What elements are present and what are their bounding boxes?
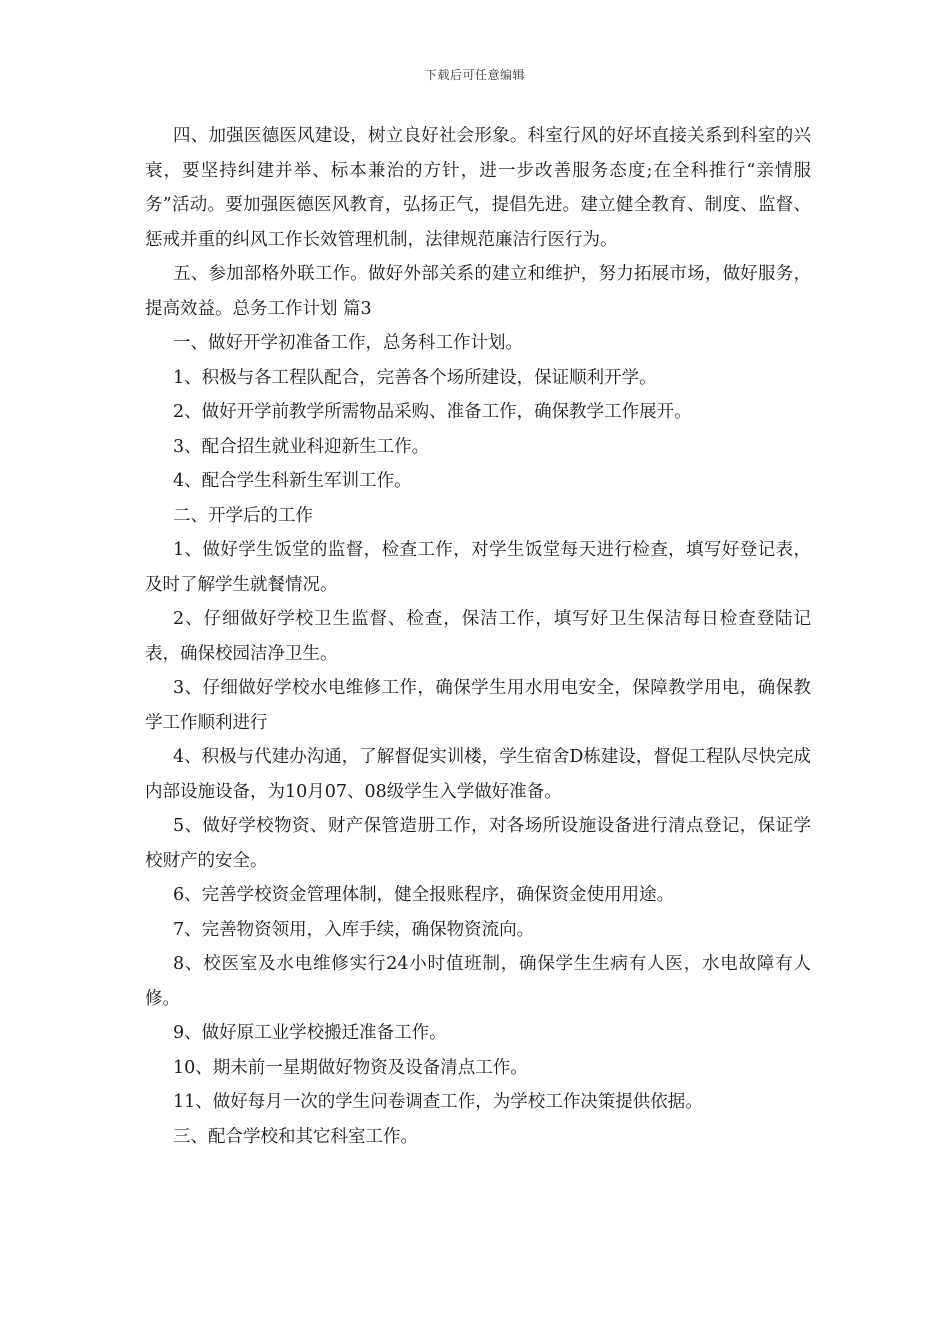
document-body: [145, 119, 811, 1154]
paragraph: 2、做好开学前教学所需物品采购、准备工作，确保教学工作展开。: [173, 402, 692, 422]
paragraph: 9、做好原工业学校搬迁准备工作。: [173, 1023, 447, 1043]
paragraph: 一、做好开学初准备工作，总务科工作计划。: [173, 333, 523, 353]
paragraph: 4、积极与代建办沟通，了解督促实训楼，学生宿舍D栋建设，督促工程队尽快完成内部设施设备，为10月07、08级学生入学做好准备。: [145, 747, 811, 802]
paragraph: 6、完善学校资金管理体制，健全报账程序，确保资金使用用途。: [173, 885, 675, 905]
paragraph: 7、完善物资领用，入库手续，确保物资流向。: [173, 919, 535, 940]
paragraph: 1、做好学生饭堂的监督，检查工作，对学生饭堂每天进行检查，填写好登记表，及时了解学生就餐情况。: [145, 540, 811, 595]
paragraph: 2、仔细做好学校卫生监督、检查，保洁工作，填写好卫生保洁每日检查登陆记表，确保校园洁净卫生。: [145, 609, 811, 664]
paragraph: 三、配合学校和其它科室工作。: [173, 1126, 418, 1147]
paragraph: 5、做好学校物资、财产保管造册工作，对各场所设施设备进行清点登记，保证学校财产的安全。: [145, 816, 811, 871]
paragraph: 1、积极与各工程队配合，完善各个场所建设，保证顺利开学。: [173, 367, 657, 388]
paragraph: 四、加强医德医风建设，树立良好社会形象。科室行风的好坏直接关系到科室的兴衰，要坚持纠建并举、标本兼治的方针，进一步改善服务态度;在全科推行“亲情服务”活动。要加强医德医风教育，弘扬正气，提倡先进。建立健全教育、制度、监督、惩戒并重的纠风工作长效管理机制，法律规范廉洁行医行为。: [145, 126, 811, 250]
paragraph: 3、仔细做好学校水电维修工作，确保学生用水用电安全，保障教学用电，确保教学工作顺利进行: [145, 678, 811, 733]
paragraph: 五、参加部格外联工作。做好外部关系的建立和维护，努力拓展市场，做好服务，提高效益。总务工作计划 篇3: [145, 264, 811, 319]
paragraph: 二、开学后的工作: [173, 505, 313, 526]
paragraph: 3、配合招生就业科迎新生工作。: [173, 436, 430, 457]
paragraph: 4、配合学生科新生军训工作。: [173, 471, 412, 491]
paragraph: 10、期未前一星期做好物资及设备清点工作。: [173, 1057, 528, 1078]
paragraph: 8、校医室及水电维修实行24小时值班制，确保学生生病有人医，水电故障有人修。: [145, 954, 811, 1009]
header-note: 下载后可任意编辑: [424, 68, 525, 82]
paragraph: 11、做好每月一次的学生问卷调查工作，为学校工作决策提供依据。: [173, 1092, 703, 1112]
